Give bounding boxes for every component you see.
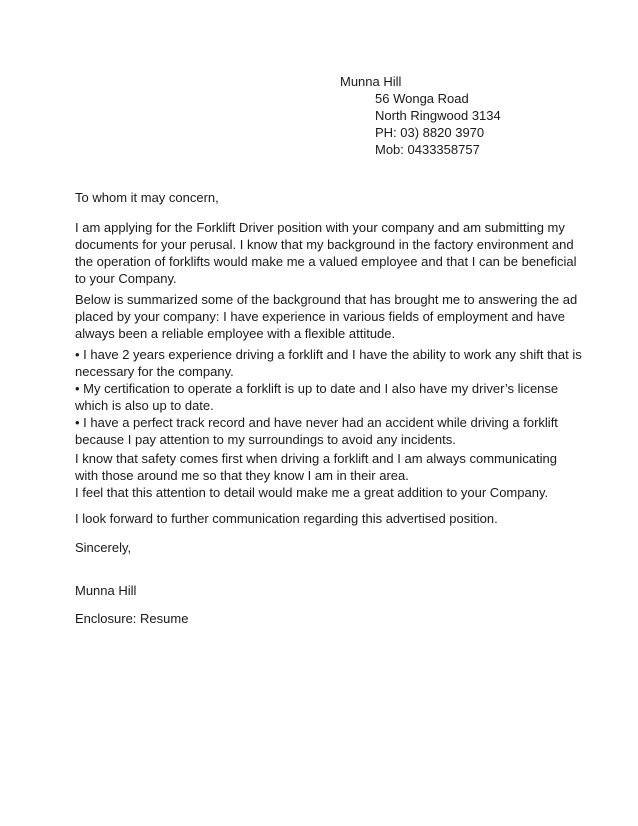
paragraph-closing: I look forward to further communication regarding this advertised position. <box>75 511 498 526</box>
paragraph-line: placed by your company: I have experience in various fields of employment and have <box>75 309 565 324</box>
address-phone: PH: 03) 8820 3970 <box>375 125 485 140</box>
paragraph-line: the operation of forklifts would make me a valued employee and that I can be beneficial <box>75 254 577 269</box>
paragraph-background <box>75 291 578 342</box>
sender-address <box>375 90 501 158</box>
paragraph-line: always been a reliable employee with a flexible attitude. <box>75 326 396 341</box>
bullet-line: • I have 2 years experience driving a forklift and I have the ability to work any shift that is <box>75 347 582 362</box>
address-street: 56 Wonga Road <box>375 91 469 106</box>
greeting: To whom it may concern, <box>75 190 219 205</box>
paragraph-line: to your Company. <box>75 271 177 286</box>
paragraph-line: with those around me so that they know I am in their area. <box>75 468 409 483</box>
paragraph-intro <box>75 219 575 287</box>
bullet-line: necessary for the company. <box>75 364 234 379</box>
bullet-line: because I pay attention to my surroundings to avoid any incidents. <box>75 432 456 447</box>
enclosure-note: Enclosure: Resume <box>75 611 189 626</box>
paragraph-line: Below is summarized some of the background that has brought me to answering the ad <box>75 292 578 307</box>
paragraph-line: I know that safety comes first when driving a forklift and I am always communicating <box>75 451 557 466</box>
bullet-list <box>75 346 582 448</box>
signature-name: Munna Hill <box>75 583 137 598</box>
paragraph-line: I feel that this attention to detail would make me a great addition to your Company. <box>75 485 549 500</box>
address-mobile: Mob: 0433358757 <box>375 142 480 157</box>
closing-salutation: Sincerely, <box>75 540 132 555</box>
paragraph-line: I am applying for the Forklift Driver position with your company and am submitting my <box>75 220 565 235</box>
paragraph-safety <box>75 450 575 501</box>
bullet-line: • My certification to operate a forklift is up to date and I also have my driver’s license <box>75 381 559 396</box>
sender-name: Munna Hill <box>340 74 402 89</box>
bullet-line: • I have a perfect track record and have never had an accident while driving a forklift <box>75 415 558 430</box>
address-suburb: North Ringwood 3134 <box>375 108 501 123</box>
paragraph-line: documents for your perusal. I know that my background in the factory environment and <box>75 237 574 252</box>
bullet-line: which is also up to date. <box>75 398 214 413</box>
